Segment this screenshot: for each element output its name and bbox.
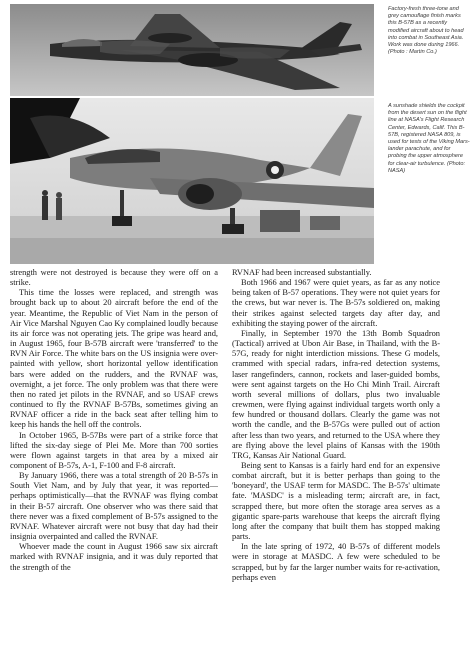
top-photo-caption: Factory-fresh three-tone and grey camouflage finish marks this B-57B as a recently modified aircraft about to head into combat in Southeast Asia. Work was done during 1966. (Photo : Martin Co.) — [388, 6, 464, 56]
left-text-column — [10, 268, 218, 650]
paragraph: In October 1965, B-57Bs were part of a strike force that lifted the six-day siege of Plei Me. More than 700 sorties were flown against targets in that area by a mixed air component of B-57s, A-1, F-100 and F-8 aircraft. — [10, 430, 218, 470]
paragraph: Whoever made the count in August 1966 saw six aircraft marked with RVNAF insignia, and it was duly reported that the strength of the — [10, 542, 218, 572]
paragraph: strength were not destroyed is because they were off on a strike. — [10, 268, 218, 288]
paragraph: Both 1966 and 1967 were quiet years, as far as any notice being taken of B-57 operations. They were not quiet years for the crews, but war never is. The B-57s soldiered on, making their strikes against selected targets day after day, and exhibiting the staying power of the aircraft. — [232, 278, 440, 328]
paragraph: Being sent to Kansas is a fairly hard end for an expensive combat aircraft, but it is better perhaps than going to the 'boneyard', the USAF term for MASDC. The B-57s' ultimate fate. 'MASDC' is a misleading term; aircraft are, in fact, scrapped there, but more often the storage area serves as a gigantic spare-parts warehouse that keeps the aircraft flying long after the company that built them has stopped making parts. — [232, 460, 440, 542]
aircraft-flight-line-photo — [10, 98, 374, 264]
paragraph: In the late spring of 1972, 40 B-57s of different models were in storage at MASDC. A few were scheduled to be scrapped, but by far the larger number waits for re-activation, perhaps even — [232, 542, 440, 582]
bottom-photo-caption: A sunshade shields the cockpit from the desert sun on the flight line at NASA's Flight Research Center, Edwards, Calif. This B-57B, registered NASA 809, is used for tests of the Viking Mars-lander parachute, and for probing the upper atmosphere for clear-air turbulence. (Photo: NASA) — [388, 103, 470, 174]
aircraft-in-flight-image — [10, 4, 374, 96]
paragraph: By January 1966, there was a total strength of 20 B-57s in South Viet Nam, and by July that year, it was reported—perhaps optimistically—that the RVNAF was flying combat in their B-57 aircraft. One observer who was there said that there never was a fixed complement of B-57s assigned to the RVNAF. Whatever aircraft were not busy that day had their insignia overpainted and called the RVNAF. — [10, 471, 218, 542]
paragraph: RVNAF had been increased substantially. — [232, 268, 372, 277]
paragraph: This time the losses were replaced, and strength was brought back up to about 20 aircraft before the end of the year. Meantime, the Republic of Viet Nam in the person of Air Vice Marshal Nguyen Cao Ky complained loudly because its air force was not operating jets. The gripe was heard and, in August 1965, four B-57B aircraft were 'transferred' to the RVN Air Force. The white bars on the US insignia were over-painted with yellow, short horizontal yellow identification bars were added on the rudders, and the RVNAF was, overnight, a jet force. The only problem was that there were then no rated jet pilots in the RVNAF, and so USAF crews continued to fly the RVNAF B-57Bs, sometimes giving an RVNAF officer a ride in the back seat after telling him to keep his hands the hell off the controls. — [10, 288, 218, 430]
right-text-column — [232, 268, 440, 650]
aircraft-in-flight-photo — [10, 4, 374, 96]
aircraft-on-flight-line-image — [10, 98, 374, 264]
paragraph: Finally, in September 1970 the 13th Bomb Squadron (Tactical) arrived at Ubon Air Base, in Thailand, with the B-57G, ready for night interdiction missions. These G models, crammed with special radars, infra-red detection systems, laser rangefinders, cannon, rockets and laser-guided bombs, were sent against targets on the Ho Chi Minh Trail. Aircraft worth several millions of dollars, plus two invaluable crewmen, were flying against individual targets worth only a few hundred or thousand dollars. Clearly the game was not worth the candle, and the B-57Gs were pulled out of action after less than two years, and returned to the USA where they are flying above the level plains of Kansas with the 190th TRG, Kansas Air National Guard. — [232, 328, 440, 460]
